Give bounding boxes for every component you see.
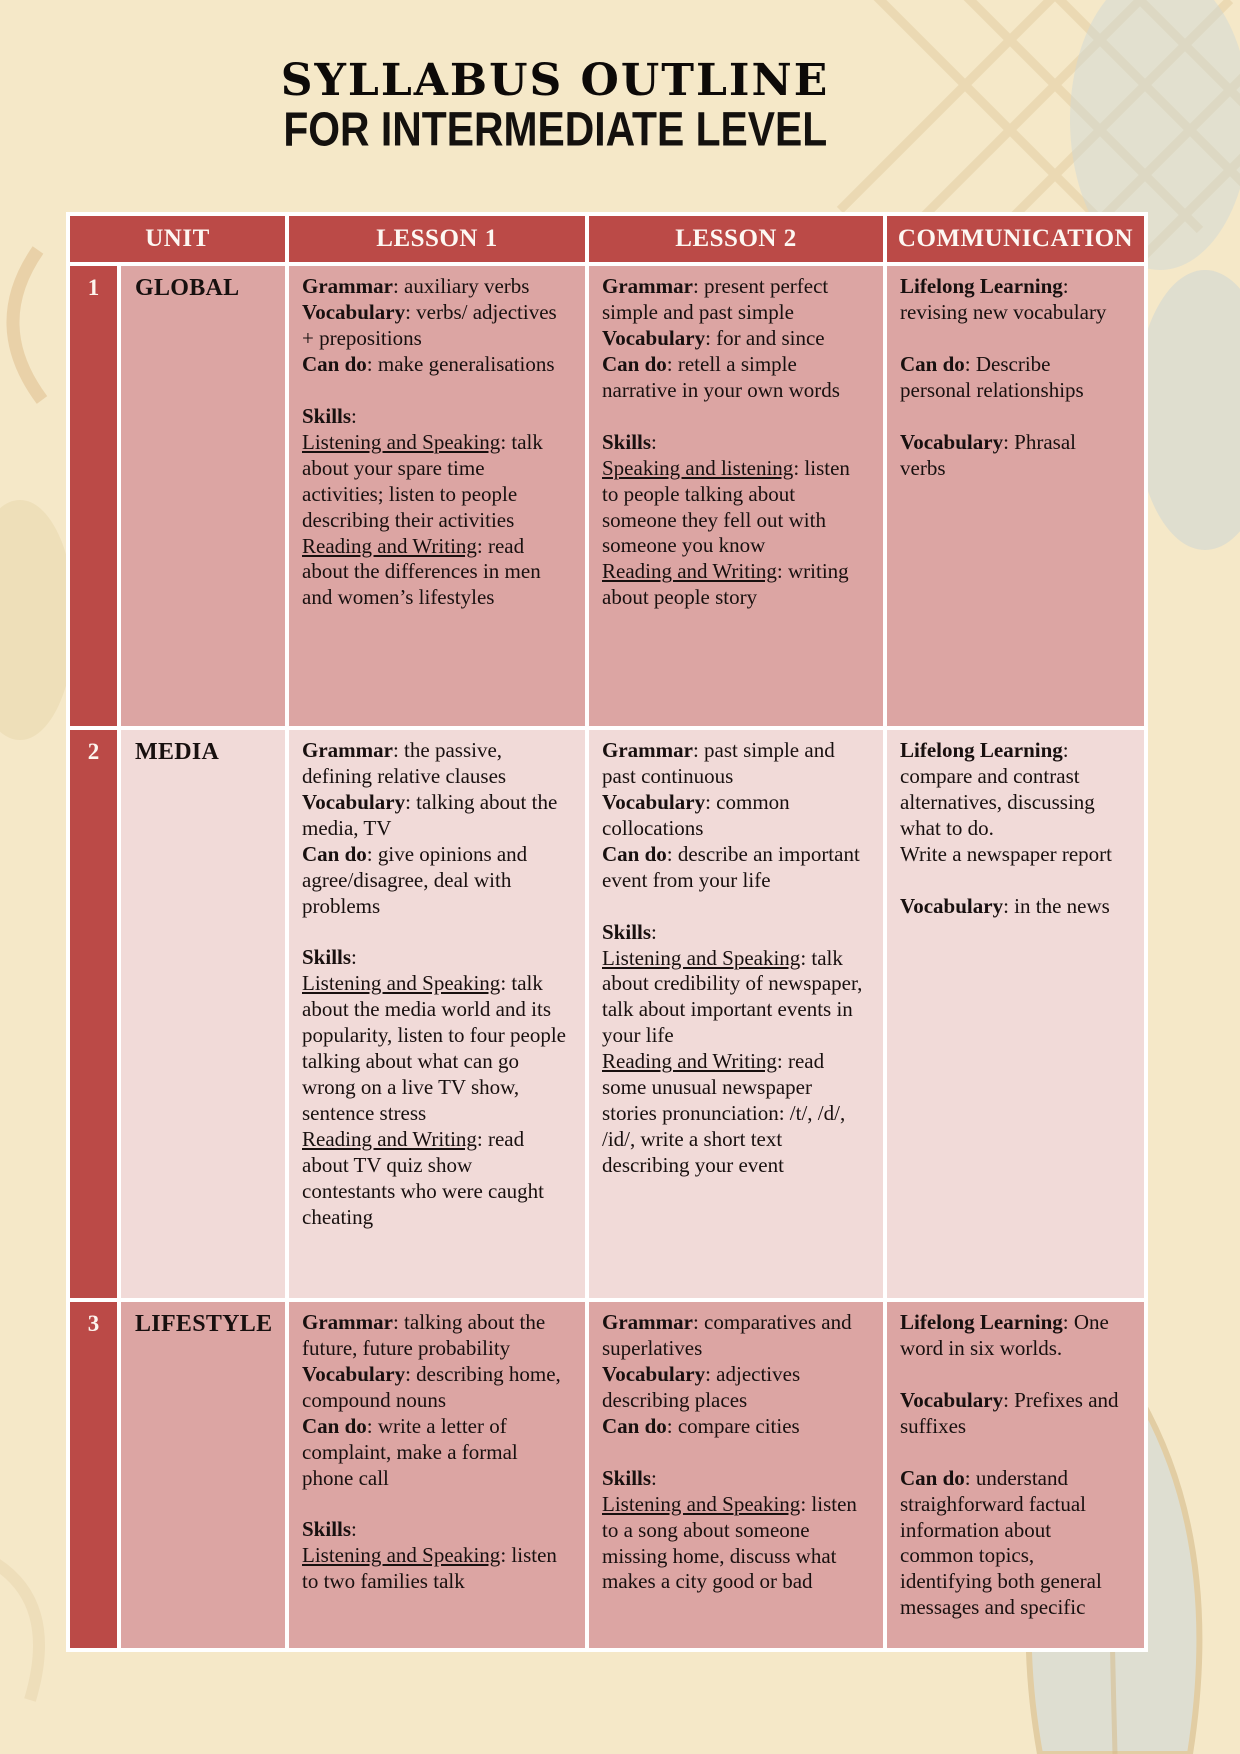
field-label: Can do	[302, 1413, 367, 1438]
text-segment: : Phrasal verbs	[900, 429, 1076, 480]
field-label: Lifelong Learning	[900, 274, 1063, 298]
text-segment: : understand straighforward factual information about common topics, identifying both general messages and specific	[900, 1465, 1102, 1620]
field-label: Vocabulary	[602, 1361, 706, 1386]
text-segment: Write a newspaper report	[900, 841, 1112, 866]
text-segment: : talk about credibility of newspaper, talk about important events in your life	[602, 945, 863, 1048]
text-segment: : in the news	[1003, 893, 1110, 918]
text-segment: : present perfect simple and past simple	[602, 274, 829, 324]
field-label: Grammar	[302, 1310, 393, 1334]
text-segment: : make generalisations	[366, 351, 555, 376]
paragraph	[602, 738, 865, 790]
field-label: Lifelong Learning	[900, 738, 1063, 762]
text-segment: :	[651, 429, 657, 454]
paragraph	[302, 790, 567, 842]
skill-label: Listening and Speaking	[302, 1543, 501, 1568]
field-label: Grammar	[302, 274, 393, 298]
syllabus-table	[66, 212, 1148, 1652]
paragraph	[302, 300, 567, 352]
paragraph	[302, 738, 567, 790]
cell-communication	[887, 730, 1144, 1298]
paragraph	[602, 430, 865, 456]
text-segment: : talking about the media, TV	[302, 789, 558, 840]
field-label: Skills	[602, 1465, 652, 1490]
text-segment: : revising new vocabulary	[900, 274, 1107, 324]
paragraph	[302, 1543, 567, 1595]
title-block	[0, 55, 1110, 157]
text-segment: : read about the differences in men and women’s lifestyles	[302, 533, 541, 610]
field-label: Vocabulary	[602, 789, 706, 814]
page-title: SYLLABUS OUTLINE	[280, 55, 830, 106]
field-label: Skills	[302, 403, 352, 428]
stroke-bottom-left	[0, 1560, 39, 1700]
paragraph	[602, 456, 865, 560]
paragraph	[302, 274, 567, 300]
skill-label: Reading and Writing	[602, 559, 777, 584]
paragraph	[302, 1491, 567, 1517]
paragraph	[602, 352, 865, 404]
paragraph	[302, 971, 567, 1127]
text-segment: :	[651, 919, 657, 944]
paragraph	[302, 352, 567, 378]
field-label: Grammar	[602, 1310, 693, 1334]
tan-wash-left	[0, 500, 75, 740]
field-label: Can do	[602, 1413, 667, 1438]
unit-label: MEDIA	[121, 730, 285, 1298]
skill-label: Speaking and listening	[602, 455, 794, 480]
text-segment: : past simple and past continuous	[602, 738, 835, 788]
paragraph	[602, 1414, 865, 1440]
paragraph	[602, 1049, 865, 1179]
paragraph	[900, 1440, 1126, 1466]
text-segment: : One word in six worlds.	[900, 1310, 1109, 1360]
text-segment: :	[351, 1517, 357, 1542]
cell-communication	[887, 1302, 1144, 1648]
text-segment: : give opinions and agree/disagree, deal with problems	[302, 841, 528, 918]
cell-lesson1	[289, 266, 585, 726]
paragraph	[302, 534, 567, 612]
paragraph	[900, 430, 1126, 482]
field-label: Can do	[302, 841, 367, 866]
paragraph	[302, 1517, 567, 1543]
paragraph	[900, 274, 1126, 326]
paragraph	[602, 1466, 865, 1492]
arc-left-edge	[13, 250, 42, 400]
skill-label: Listening and Speaking	[602, 1491, 801, 1516]
cell-lesson2	[589, 730, 883, 1298]
paragraph	[602, 920, 865, 946]
paragraph	[900, 326, 1126, 352]
paragraph	[602, 842, 865, 894]
page-subtitle	[0, 103, 1110, 157]
field-label: Grammar	[602, 274, 693, 298]
text-segment: : read some unusual newspaper stories pronunciation: /t/, /d/, /id/, write a short text describing your event	[602, 1049, 846, 1177]
field-label: Can do	[602, 841, 667, 866]
text-segment: : auxiliary verbs	[392, 274, 530, 298]
text-segment: : common collocations	[602, 789, 790, 840]
cell-lesson1	[289, 730, 585, 1298]
paragraph	[602, 326, 865, 352]
paragraph	[900, 738, 1126, 842]
skill-label: Reading and Writing	[602, 1049, 777, 1074]
text-segment: : for and since	[705, 325, 825, 350]
paragraph	[900, 1310, 1126, 1362]
text-segment: : Prefixes and suffixes	[900, 1387, 1119, 1438]
paragraph	[602, 1492, 865, 1596]
cell-communication	[887, 266, 1144, 726]
field-label: Skills	[602, 429, 652, 454]
paragraph	[900, 1466, 1126, 1622]
paragraph	[602, 894, 865, 920]
skill-label: Reading and Writing	[302, 533, 477, 558]
field-label: Vocabulary	[302, 1361, 406, 1386]
text-segment: : comparatives and superlatives	[602, 1310, 852, 1360]
paragraph	[302, 1127, 567, 1231]
text-segment: : write a letter of complaint, make a formal phone call	[302, 1413, 518, 1490]
unit-number: 1	[70, 266, 117, 726]
paragraph	[602, 946, 865, 1050]
text-segment: :	[651, 1465, 657, 1490]
unit-label: LIFESTYLE	[121, 1302, 285, 1648]
text-segment: : the passive, defining relative clauses	[302, 738, 507, 788]
text-segment: : Describe personal relationships	[900, 351, 1084, 402]
field-label: Grammar	[602, 738, 693, 762]
unit-number: 3	[70, 1302, 117, 1648]
field-label: Skills	[302, 945, 352, 970]
text-segment: : compare and contrast alternatives, discussing what to do.	[900, 738, 1095, 840]
paragraph	[302, 1362, 567, 1414]
text-segment: : listen to two families talk	[302, 1543, 557, 1594]
paragraph	[302, 1310, 567, 1362]
field-label: Vocabulary	[302, 789, 406, 814]
field-label: Can do	[302, 351, 367, 376]
paragraph	[602, 790, 865, 842]
field-label: Lifelong Learning	[900, 1310, 1063, 1334]
field-label: Skills	[302, 1517, 352, 1542]
paragraph	[900, 352, 1126, 404]
cell-lesson1	[289, 1302, 585, 1648]
text-segment: : describing home, compound nouns	[302, 1361, 561, 1412]
cell-lesson2	[589, 266, 883, 726]
skill-label: Reading and Writing	[302, 1126, 477, 1151]
paragraph	[900, 894, 1126, 920]
column-header-lesson-2: LESSON 2	[589, 216, 883, 262]
field-label: Can do	[900, 1465, 965, 1490]
cell-lesson2	[589, 1302, 883, 1648]
text-segment: : listen to a song about someone missing home, discuss what makes a city good or bad	[602, 1491, 857, 1594]
text-segment: :	[351, 403, 357, 428]
paragraph	[900, 1362, 1126, 1388]
paragraph	[900, 842, 1126, 868]
field-label: Grammar	[302, 738, 393, 762]
field-label: Vocabulary	[900, 893, 1004, 918]
skill-label: Listening and Speaking	[302, 971, 501, 996]
field-label: Vocabulary	[602, 325, 706, 350]
text-segment: : retell a simple narrative in your own words	[602, 351, 840, 402]
paragraph	[302, 378, 567, 404]
field-label: Skills	[602, 919, 652, 944]
paragraph	[900, 404, 1126, 430]
text-segment: : writing about people story	[602, 559, 849, 610]
text-segment: : read about TV quiz show contestants who were caught cheating	[302, 1126, 545, 1229]
field-label: Vocabulary	[900, 429, 1004, 454]
text-segment: : adjectives describing places	[602, 1361, 801, 1412]
paragraph	[302, 842, 567, 920]
skill-label: Listening and Speaking	[302, 429, 501, 454]
field-label: Can do	[900, 351, 965, 376]
text-segment: : compare cities	[666, 1413, 800, 1438]
paragraph	[302, 1414, 567, 1492]
paragraph	[602, 1440, 865, 1466]
column-header-unit: UNIT	[70, 216, 285, 262]
field-label: Vocabulary	[900, 1387, 1004, 1412]
text-segment: : talk about the media world and its popularity, listen to four people talking about what can go wrong on a live TV show, sentence stress	[302, 971, 566, 1126]
paragraph	[900, 1388, 1126, 1440]
paragraph	[302, 945, 567, 971]
text-segment: : verbs/ adjectives + prepositions	[302, 300, 557, 350]
column-header-communication: COMMUNICATION	[887, 216, 1144, 262]
text-segment: : talking about the future, future probability	[302, 1310, 546, 1360]
paragraph	[602, 1310, 865, 1362]
paragraph	[302, 919, 567, 945]
page-subtitle-text: FOR INTERMEDIATE LEVEL	[283, 103, 827, 157]
paragraph	[602, 404, 865, 430]
blue-wash-right-edge	[1135, 270, 1240, 550]
unit-label: GLOBAL	[121, 266, 285, 726]
text-segment: : talk about your spare time activities; listen to people describing their activities	[302, 429, 543, 532]
field-label: Can do	[602, 351, 667, 376]
paragraph	[602, 1362, 865, 1414]
unit-number: 2	[70, 730, 117, 1298]
text-segment: : listen to people talking about someone they fell out with someone you know	[602, 455, 850, 558]
field-label: Vocabulary	[302, 300, 406, 324]
paragraph	[900, 868, 1126, 894]
paragraph	[302, 404, 567, 430]
paragraph	[602, 274, 865, 326]
column-header-lesson-1: LESSON 1	[289, 216, 585, 262]
text-segment: : describe an important event from your life	[602, 841, 860, 892]
text-segment: :	[351, 945, 357, 970]
paragraph	[302, 430, 567, 534]
paragraph	[602, 559, 865, 611]
skill-label: Listening and Speaking	[602, 945, 801, 970]
